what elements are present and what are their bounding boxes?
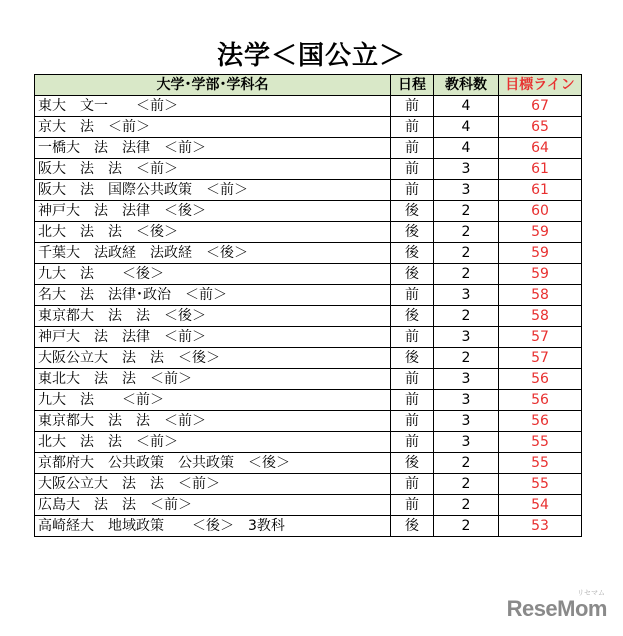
cell-schedule: 後 — [391, 348, 434, 369]
cell-target-line: 56 — [499, 411, 582, 432]
cell-schedule: 前 — [391, 159, 434, 180]
cell-university-name: 高崎経大 地域政策 ＜後＞ 3教科 — [35, 516, 391, 537]
cell-subject-count: 3 — [434, 327, 499, 348]
cell-subject-count: 2 — [434, 495, 499, 516]
cell-schedule: 後 — [391, 222, 434, 243]
table-row — [35, 390, 582, 411]
cell-target-line: 56 — [499, 369, 582, 390]
cell-university-name: 阪大 法 法 ＜前＞ — [35, 159, 391, 180]
table-row — [35, 285, 582, 306]
cell-university-name: 阪大 法 国際公共政策 ＜前＞ — [35, 180, 391, 201]
column-header-subjects: 教科数 — [434, 75, 499, 96]
cell-schedule: 後 — [391, 201, 434, 222]
table-row — [35, 495, 582, 516]
cell-target-line: 58 — [499, 285, 582, 306]
cell-university-name: 北大 法 法 ＜前＞ — [35, 432, 391, 453]
cell-subject-count: 4 — [434, 138, 499, 159]
cell-target-line: 55 — [499, 474, 582, 495]
cell-target-line: 67 — [499, 96, 582, 117]
cell-subject-count: 2 — [434, 306, 499, 327]
cell-subject-count: 2 — [434, 453, 499, 474]
cell-subject-count: 3 — [434, 411, 499, 432]
table-row — [35, 117, 582, 138]
ranking-table — [34, 74, 582, 537]
cell-schedule: 前 — [391, 117, 434, 138]
cell-subject-count: 2 — [434, 516, 499, 537]
table-row — [35, 411, 582, 432]
cell-schedule: 後 — [391, 453, 434, 474]
table-row — [35, 201, 582, 222]
cell-university-name: 九大 法 ＜後＞ — [35, 264, 391, 285]
cell-subject-count: 3 — [434, 369, 499, 390]
cell-university-name: 東京都大 法 法 ＜後＞ — [35, 306, 391, 327]
cell-subject-count: 3 — [434, 159, 499, 180]
cell-target-line: 53 — [499, 516, 582, 537]
cell-university-name: 神戸大 法 法律 ＜前＞ — [35, 327, 391, 348]
cell-university-name: 大阪公立大 法 法 ＜前＞ — [35, 474, 391, 495]
cell-subject-count: 4 — [434, 117, 499, 138]
cell-university-name: 京大 法 ＜前＞ — [35, 117, 391, 138]
cell-target-line: 55 — [499, 453, 582, 474]
cell-university-name: 九大 法 ＜前＞ — [35, 390, 391, 411]
cell-university-name: 京都府大 公共政策 公共政策 ＜後＞ — [35, 453, 391, 474]
cell-subject-count: 2 — [434, 243, 499, 264]
cell-schedule: 後 — [391, 264, 434, 285]
cell-subject-count: 2 — [434, 264, 499, 285]
cell-target-line: 61 — [499, 159, 582, 180]
cell-schedule: 前 — [391, 327, 434, 348]
cell-schedule: 前 — [391, 411, 434, 432]
cell-target-line: 55 — [499, 432, 582, 453]
cell-schedule: 後 — [391, 306, 434, 327]
cell-target-line: 57 — [499, 348, 582, 369]
cell-schedule: 前 — [391, 96, 434, 117]
column-header-target: 目標ライン — [499, 75, 582, 96]
table-row — [35, 243, 582, 264]
cell-target-line: 60 — [499, 201, 582, 222]
cell-subject-count: 3 — [434, 180, 499, 201]
cell-university-name: 千葉大 法政経 法政経 ＜後＞ — [35, 243, 391, 264]
cell-schedule: 前 — [391, 285, 434, 306]
page-title: 法学＜国公立＞ — [216, 41, 406, 71]
cell-target-line: 64 — [499, 138, 582, 159]
cell-schedule: 後 — [391, 516, 434, 537]
cell-university-name: 東北大 法 法 ＜前＞ — [35, 369, 391, 390]
cell-university-name: 北大 法 法 ＜後＞ — [35, 222, 391, 243]
table-row — [35, 264, 582, 285]
cell-target-line: 59 — [499, 222, 582, 243]
cell-target-line: 59 — [499, 264, 582, 285]
cell-subject-count: 2 — [434, 222, 499, 243]
cell-target-line: 57 — [499, 327, 582, 348]
table-header-row — [35, 75, 582, 96]
cell-subject-count: 3 — [434, 285, 499, 306]
cell-target-line: 65 — [499, 117, 582, 138]
table-row — [35, 327, 582, 348]
cell-subject-count: 3 — [434, 390, 499, 411]
table-row — [35, 348, 582, 369]
cell-schedule: 前 — [391, 180, 434, 201]
table-row — [35, 159, 582, 180]
table-row — [35, 369, 582, 390]
cell-target-line: 56 — [499, 390, 582, 411]
cell-university-name: 名大 法 法律･政治 ＜前＞ — [35, 285, 391, 306]
table-row — [35, 516, 582, 537]
cell-schedule: 前 — [391, 432, 434, 453]
cell-subject-count: 4 — [434, 96, 499, 117]
cell-target-line: 54 — [499, 495, 582, 516]
table-row — [35, 138, 582, 159]
cell-university-name: 神戸大 法 法律 ＜後＞ — [35, 201, 391, 222]
cell-university-name: 広島大 法 法 ＜前＞ — [35, 495, 391, 516]
column-header-name: 大学･学部･学科名 — [35, 75, 391, 96]
table-row — [35, 96, 582, 117]
cell-subject-count: 3 — [434, 432, 499, 453]
cell-university-name: 一橋大 法 法律 ＜前＞ — [35, 138, 391, 159]
cell-subject-count: 2 — [434, 348, 499, 369]
cell-subject-count: 2 — [434, 201, 499, 222]
cell-schedule: 前 — [391, 138, 434, 159]
logo-subtext: リセマム — [577, 589, 605, 597]
table-row — [35, 222, 582, 243]
cell-schedule: 前 — [391, 369, 434, 390]
table-row — [35, 474, 582, 495]
cell-target-line: 58 — [499, 306, 582, 327]
table-row — [35, 180, 582, 201]
cell-subject-count: 2 — [434, 474, 499, 495]
cell-schedule: 後 — [391, 243, 434, 264]
cell-university-name: 東大 文一 ＜前＞ — [35, 96, 391, 117]
table-row — [35, 432, 582, 453]
cell-target-line: 61 — [499, 180, 582, 201]
cell-target-line: 59 — [499, 243, 582, 264]
cell-university-name: 東京都大 法 法 ＜前＞ — [35, 411, 391, 432]
table-row — [35, 453, 582, 474]
column-header-schedule: 日程 — [391, 75, 434, 96]
cell-schedule: 前 — [391, 390, 434, 411]
table-row — [35, 306, 582, 327]
table-body — [35, 96, 582, 537]
cell-schedule: 前 — [391, 474, 434, 495]
resemom-logo: ReseMom — [506, 596, 607, 621]
cell-university-name: 大阪公立大 法 法 ＜後＞ — [35, 348, 391, 369]
cell-schedule: 前 — [391, 495, 434, 516]
